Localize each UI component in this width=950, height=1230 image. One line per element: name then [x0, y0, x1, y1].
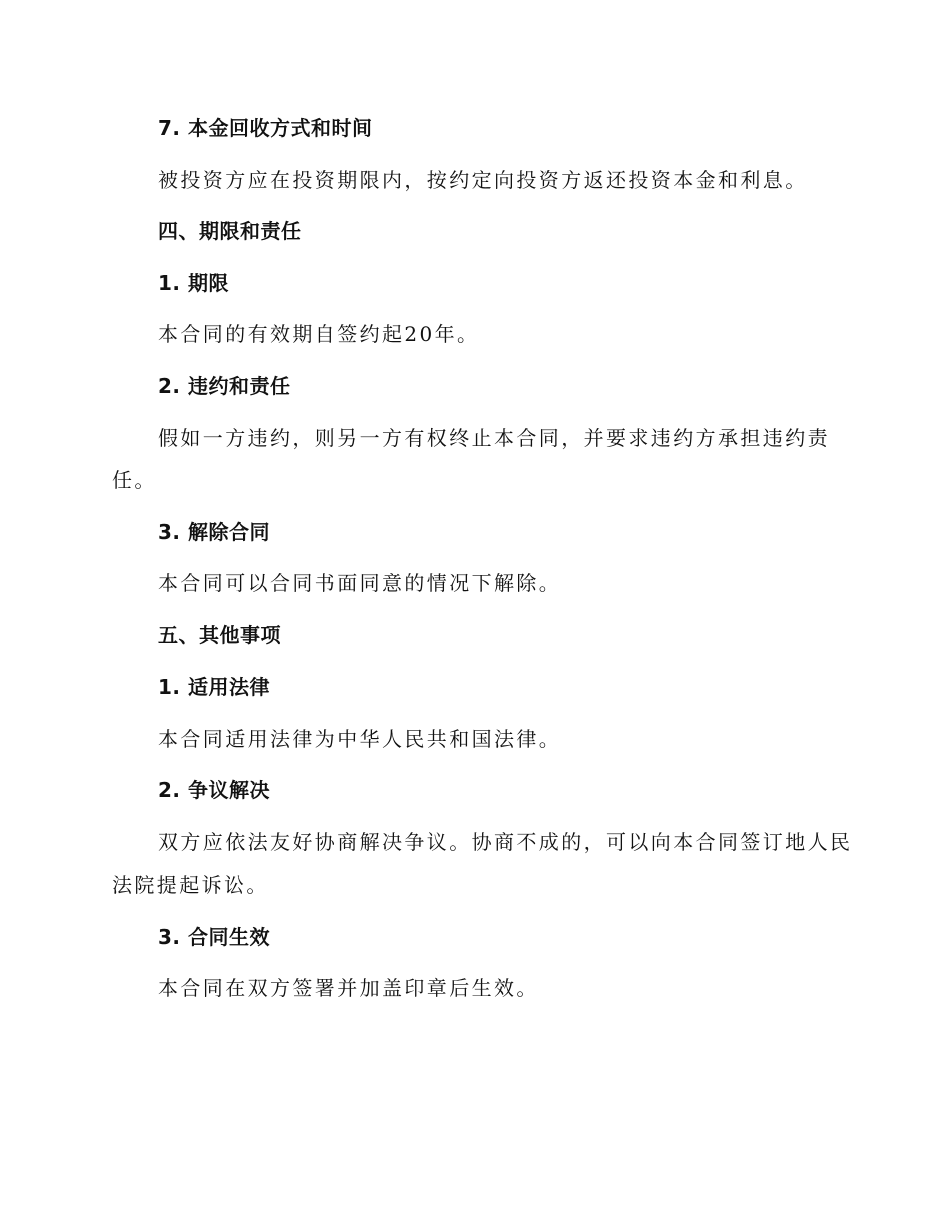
paragraph-dispute-line-1: 双方应依法友好协商解决争议。协商不成的，可以向本合同签订地人民 — [158, 830, 853, 854]
heading-term: 1. 期限 — [158, 271, 229, 295]
paragraph-principal-recovery: 被投资方应在投资期限内，按约定向投资方返还投资本金和利息。 — [158, 168, 808, 192]
paragraph-applicable-law: 本合同适用法律为中华人民共和国法律。 — [158, 727, 562, 751]
heading-contract-effect: 3. 合同生效 — [158, 925, 270, 949]
heading-dispute-resolution: 2. 争议解决 — [158, 778, 270, 802]
paragraph-termination: 本合同可以合同书面同意的情况下解除。 — [158, 571, 562, 595]
heading-applicable-law: 1. 适用法律 — [158, 675, 270, 699]
section-title-term-and-liability: 四、期限和责任 — [158, 219, 302, 243]
heading-termination: 3. 解除合同 — [158, 520, 270, 544]
paragraph-dispute-line-2: 法院提起诉讼。 — [112, 873, 269, 897]
paragraph-breach-line-2: 任。 — [112, 468, 157, 492]
paragraph-breach-line-1: 假如一方违约，则另一方有权终止本合同，并要求违约方承担违约责 — [158, 426, 830, 450]
paragraph-term: 本合同的有效期自签约起20年。 — [158, 322, 480, 346]
paragraph-contract-effect: 本合同在双方签署并加盖印章后生效。 — [158, 976, 539, 1000]
heading-principal-recovery: 7. 本金回收方式和时间 — [158, 116, 373, 140]
section-title-other-matters: 五、其他事项 — [158, 623, 281, 647]
heading-breach: 2. 违约和责任 — [158, 374, 291, 398]
